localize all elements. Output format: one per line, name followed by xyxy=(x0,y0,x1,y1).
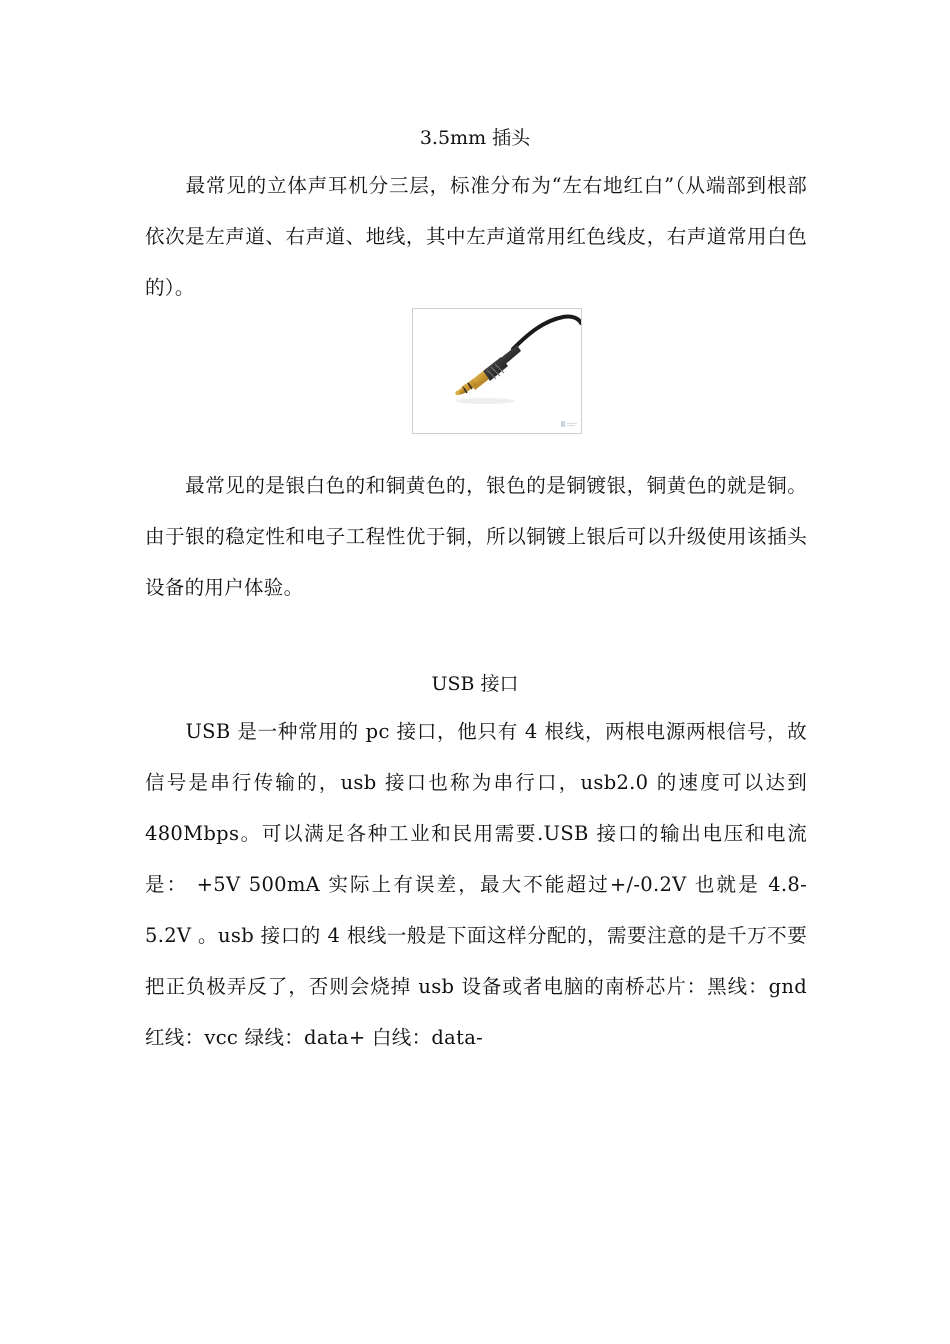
section-title-audio-plug: 3.5mm 插头 xyxy=(419,127,531,149)
audio-plug-icon xyxy=(413,309,581,433)
audio-plug-photo xyxy=(412,308,582,434)
paragraph-plug-materials: 最常见的是银白色的和铜黄色的，银色的是铜镀银，铜黄色的就是铜。由于银的稳定性和电子工程性优于铜，所以铜镀上银后可以升级使用该插头设备的用户体验。 xyxy=(145,474,807,599)
paragraph-usb-description: USB 是一种常用的 pc 接口，他只有 4 根线，两根电源两根信号，故信号是串行传输的，usb 接口也称为串行口，usb2.0 的速度可以达到 480Mbps。可以满足各种工业和民用需要.USB 接口的输出电压和电流是： +5V 500mA 实际上有误差，最大不能超过+/-0.2V 也就是 4.8-5.2V 。usb 接口的 4 根线一般是下面这样分配的，需要注意的是千万不要把正负极弄反了，否则会烧掉 usb 设备或者电脑的南桥芯片：黑线：gnd 红线：vcc 绿线：data+ 白线：data- xyxy=(145,720,807,1049)
section-title-usb: USB 接口 xyxy=(431,673,519,695)
paragraph-stereo-layout: 最常见的立体声耳机分三层，标准分布为“左右地红白”（从端部到根部依次是左声道、右声道、地线，其中左声道常用红色线皮，右声道常用白色的）。 xyxy=(145,174,807,299)
